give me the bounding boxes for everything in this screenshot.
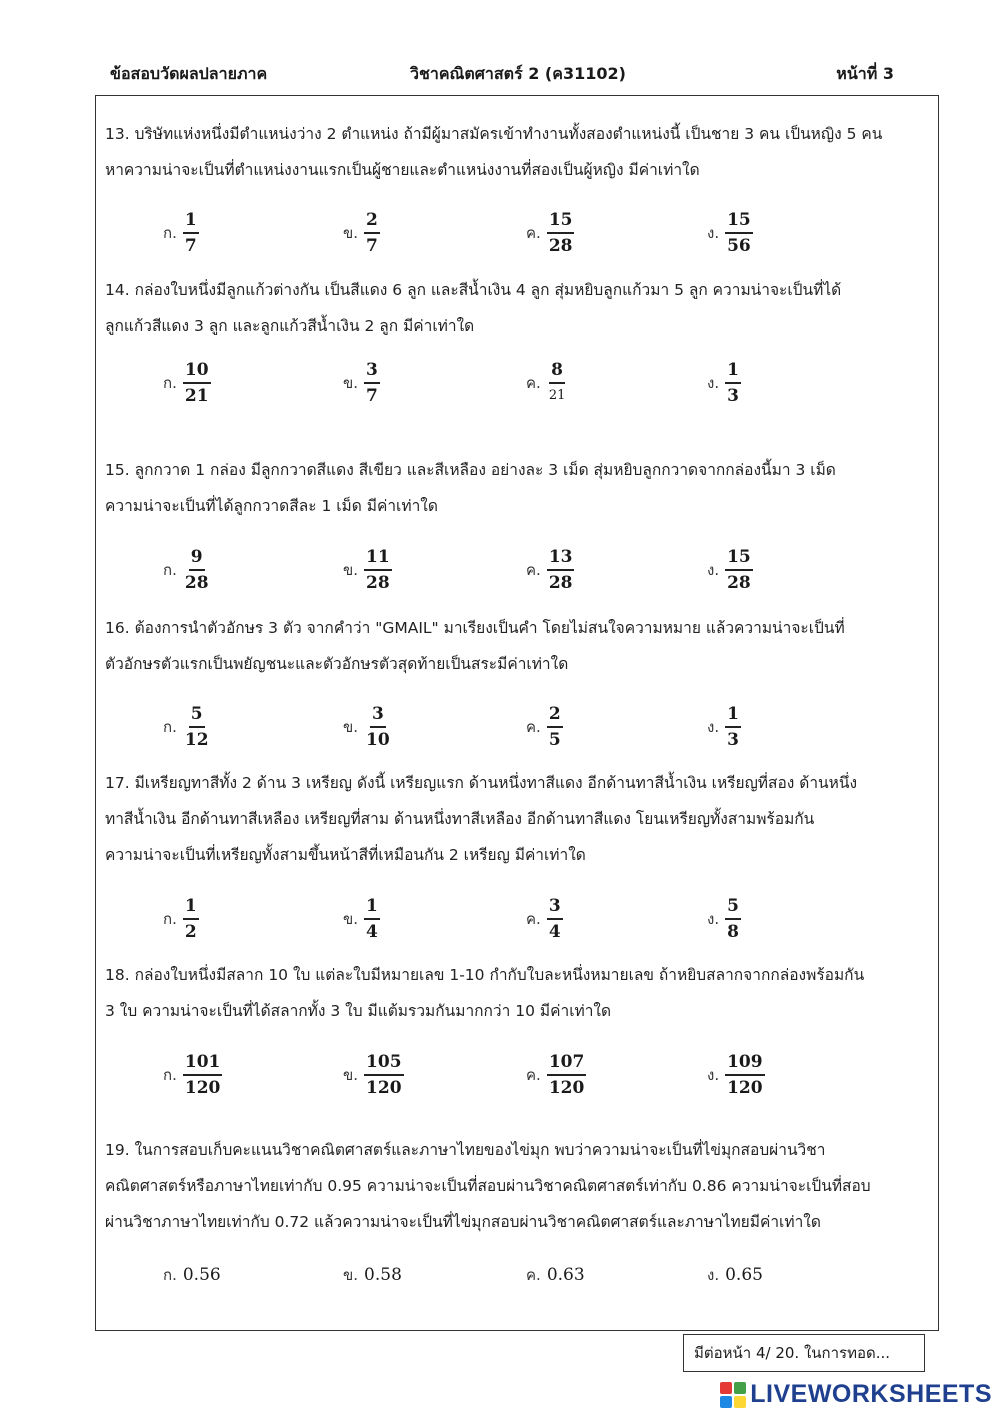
option-label: ค. xyxy=(526,224,541,242)
logo-square xyxy=(734,1396,746,1408)
numerator: 11 xyxy=(364,548,392,571)
denominator: 7 xyxy=(366,236,378,256)
logo-square xyxy=(734,1382,746,1394)
continue-note: มีต่อหน้า 4/ 20. ในการทอด... xyxy=(683,1334,925,1372)
denominator: 5 xyxy=(548,730,561,750)
question-line: 17. มีเหรียญทาสีทั้ง 2 ด้าน 3 เหรียญ ดังนี้ เหรียญแรก ด้านหนึ่งทาสีแดง อีกด้านทาสีน้ำเงิน เหรียญที่สอง ด้านหนึ่ง xyxy=(105,774,858,792)
numerator: 5 xyxy=(189,705,205,728)
option-d[interactable] xyxy=(707,697,741,757)
numerator: 1 xyxy=(725,705,741,728)
numerator: 1 xyxy=(183,211,199,234)
fraction xyxy=(364,1053,404,1097)
question-line: 18. กล่องใบหนึ่งมีสลาก 10 ใบ แต่ละใบมีหมายเลข 1-10 กำกับใบละหนึ่งหมายเลข ถ้าหยิบสลากจากกล่องพร้อมกัน xyxy=(105,966,865,984)
denominator: 4 xyxy=(366,922,378,942)
option-d[interactable] xyxy=(707,353,741,413)
fraction xyxy=(183,211,199,255)
denominator: 4 xyxy=(548,922,561,942)
denominator: 2 xyxy=(184,922,197,942)
fraction xyxy=(547,897,563,941)
option-label: ข. xyxy=(343,374,359,392)
option-label: ก. xyxy=(163,718,177,736)
numerator: 15 xyxy=(547,211,575,234)
option-c[interactable] xyxy=(526,1245,585,1305)
fraction xyxy=(725,897,741,941)
option-b[interactable] xyxy=(343,1245,402,1305)
denominator: 56 xyxy=(727,236,751,256)
option-label: ข. xyxy=(343,1266,359,1284)
fraction xyxy=(725,211,753,255)
question-line: ความน่าจะเป็นที่ได้ลูกกวาดสีละ 1 เม็ด มีค่าเท่าใด xyxy=(105,497,438,515)
option-d[interactable] xyxy=(707,1045,765,1105)
fraction xyxy=(364,897,380,941)
option-b[interactable] xyxy=(343,353,380,413)
denominator: 21 xyxy=(548,388,566,403)
denominator: 7 xyxy=(184,236,197,256)
denominator: 28 xyxy=(548,573,573,593)
denominator: 12 xyxy=(184,730,209,750)
fraction xyxy=(364,211,380,255)
numerator: 101 xyxy=(183,1053,223,1076)
denominator: 7 xyxy=(366,386,378,406)
option-label: ง. xyxy=(707,1266,720,1284)
option-a[interactable] xyxy=(163,540,211,600)
options-15 xyxy=(0,540,1000,600)
question-line: 19. ในการสอบเก็บคะแนนวิชาคณิตศาสตร์และภาษาไทยของไข่มุก พบว่าความน่าจะเป็นที่ไข่มุกสอบผ่านวิชา xyxy=(105,1141,826,1159)
denominator: 120 xyxy=(548,1078,585,1098)
question-14 xyxy=(105,272,930,344)
question-line: 3 ใบ ความน่าจะเป็นที่ได้สลากทั้ง 3 ใบ มีแต้มรวมกันมากกว่า 10 มีค่าเท่าใด xyxy=(105,1002,612,1020)
question-line: คณิตศาสตร์หรือภาษาไทยเท่ากับ 0.95 ความน่าจะเป็นที่สอบผ่านวิชาคณิตศาสตร์เท่ากับ 0.86 ความน่าจะเป็นที่สอบ xyxy=(105,1177,871,1195)
fraction xyxy=(364,705,392,749)
numerator: 15 xyxy=(725,548,753,571)
option-label: ข. xyxy=(343,561,359,579)
numerator: 1 xyxy=(725,361,741,384)
question-13 xyxy=(105,116,930,188)
option-c[interactable] xyxy=(526,353,567,413)
option-c[interactable] xyxy=(526,889,563,949)
denominator: 28 xyxy=(366,573,390,593)
denominator: 10 xyxy=(366,730,390,750)
option-b[interactable] xyxy=(343,540,392,600)
fraction xyxy=(547,1053,587,1097)
denominator: 8 xyxy=(727,922,739,942)
decimal-value: 0.65 xyxy=(725,1265,763,1285)
option-d[interactable] xyxy=(707,889,741,949)
option-label: ค. xyxy=(526,561,541,579)
denominator: 3 xyxy=(727,730,739,750)
question-line: ทาสีน้ำเงิน อีกด้านทาสีเหลือง เหรียญที่สาม ด้านหนึ่งทาสีเหลือง อีกด้านทาสีแดง โยนเหรียญทั้งสามพร้อมกัน xyxy=(105,810,815,828)
fraction xyxy=(547,705,563,749)
fraction xyxy=(725,548,753,592)
option-a[interactable] xyxy=(163,1045,222,1105)
option-label: ค. xyxy=(526,910,541,928)
options-19 xyxy=(0,1245,1000,1305)
question-18 xyxy=(105,957,930,1029)
option-label: ก. xyxy=(163,1266,177,1284)
fraction xyxy=(183,361,211,405)
header-exam-title: ข้อสอบวัดผลปลายภาค xyxy=(110,64,268,83)
denominator: 28 xyxy=(548,236,573,256)
option-a[interactable] xyxy=(163,889,199,949)
option-a[interactable] xyxy=(163,1245,221,1305)
option-label: ก. xyxy=(163,561,177,579)
denominator: 120 xyxy=(184,1078,221,1098)
decimal-value: 0.58 xyxy=(364,1265,402,1285)
option-d[interactable] xyxy=(707,203,753,263)
question-16 xyxy=(105,610,930,682)
numerator: 8 xyxy=(549,361,565,384)
option-label: ค. xyxy=(526,718,541,736)
question-line: 15. ลูกกวาด 1 กล่อง มีลูกกวาดสีแดง สีเขียว และสีเหลือง อย่างละ 3 เม็ด สุ่มหยิบลูกกวาดจากกล่องนี้มา 3 เม็ด xyxy=(105,461,836,479)
option-a[interactable] xyxy=(163,353,211,413)
fraction xyxy=(183,705,211,749)
option-d[interactable] xyxy=(707,1245,763,1305)
fraction xyxy=(364,548,392,592)
numerator: 3 xyxy=(370,705,386,728)
option-b[interactable] xyxy=(343,1045,404,1105)
numerator: 5 xyxy=(725,897,741,920)
numerator: 109 xyxy=(725,1053,765,1076)
option-label: ก. xyxy=(163,1066,177,1084)
option-label: ข. xyxy=(343,224,359,242)
option-label: ค. xyxy=(526,1266,541,1284)
question-19 xyxy=(105,1132,930,1240)
denominator: 120 xyxy=(366,1078,402,1098)
option-label: ก. xyxy=(163,224,177,242)
option-label: ง. xyxy=(707,224,720,242)
fraction xyxy=(183,1053,223,1097)
fraction xyxy=(547,361,568,405)
option-label: ง. xyxy=(707,374,720,392)
numerator: 10 xyxy=(183,361,211,384)
option-label: ข. xyxy=(343,1066,359,1084)
logo-grid-icon xyxy=(720,1382,746,1408)
question-line: ตัวอักษรตัวแรกเป็นพยัญชนะและตัวอักษรตัวสุดท้ายเป็นสระมีค่าเท่าใด xyxy=(105,655,569,673)
option-label: ค. xyxy=(526,374,541,392)
decimal-value: 0.56 xyxy=(182,1265,221,1285)
options-17 xyxy=(0,889,1000,949)
question-line: 14. กล่องใบหนึ่งมีลูกแก้วต่างกัน เป็นสีแดง 6 ลูก และสีน้ำเงิน 4 ลูก สุ่มหยิบลูกแก้วมา 5 ลูก ความน่าจะเป็นที่ได้ xyxy=(105,281,842,299)
fraction xyxy=(183,548,211,592)
option-label: ข. xyxy=(343,718,359,736)
option-label: ก. xyxy=(163,910,177,928)
denominator: 21 xyxy=(184,386,209,406)
options-14 xyxy=(0,353,1000,413)
brand-name: LIVEWORKSHEETS xyxy=(750,1380,992,1408)
numerator: 105 xyxy=(364,1053,404,1076)
question-line: ผ่านวิชาภาษาไทยเท่ากับ 0.72 แล้วความน่าจะเป็นที่ไข่มุกสอบผ่านวิชาคณิตศาสตร์และภาษาไทยมีค่าเท่าใด xyxy=(105,1213,821,1231)
option-b[interactable] xyxy=(343,889,380,949)
numerator: 2 xyxy=(547,705,563,728)
option-c[interactable] xyxy=(526,203,574,263)
question-line: หาความน่าจะเป็นที่ตำแหน่งงานแรกเป็นผู้ชายและตำแหน่งงานที่สองเป็นผู้หญิง มีค่าเท่าใด xyxy=(105,161,700,179)
denominator: 120 xyxy=(727,1078,763,1098)
options-13 xyxy=(0,203,1000,263)
option-label: ข. xyxy=(343,910,359,928)
option-a[interactable] xyxy=(163,697,211,757)
option-label: ก. xyxy=(163,374,177,392)
header-page-number: หน้าที่ 3 xyxy=(836,64,894,83)
logo-square xyxy=(720,1396,732,1408)
numerator: 3 xyxy=(547,897,563,920)
option-d[interactable] xyxy=(707,540,753,600)
option-c[interactable] xyxy=(526,1045,586,1105)
question-17 xyxy=(105,765,930,873)
numerator: 1 xyxy=(183,897,199,920)
numerator: 15 xyxy=(725,211,753,234)
denominator: 3 xyxy=(727,386,739,406)
denominator: 28 xyxy=(727,573,751,593)
fraction xyxy=(725,361,741,405)
liveworksheets-logo xyxy=(720,1380,992,1409)
numerator: 3 xyxy=(364,361,380,384)
option-c[interactable] xyxy=(526,697,563,757)
numerator: 2 xyxy=(364,211,380,234)
fraction xyxy=(547,211,575,255)
header-subject: วิชาคณิตศาสตร์ 2 (ค31102) xyxy=(410,64,626,83)
option-b[interactable] xyxy=(343,697,392,757)
numerator: 13 xyxy=(547,548,575,571)
question-line: ความน่าจะเป็นที่เหรียญทั้งสามขึ้นหน้าสีที่เหมือนกัน 2 เหรียญ มีค่าเท่าใด xyxy=(105,846,586,864)
option-label: ง. xyxy=(707,910,720,928)
fraction xyxy=(547,548,575,592)
option-label: ง. xyxy=(707,561,720,579)
question-15 xyxy=(105,452,930,524)
numerator: 9 xyxy=(189,548,205,571)
fraction xyxy=(725,1053,765,1097)
fraction xyxy=(364,361,380,405)
option-a[interactable] xyxy=(163,203,199,263)
numerator: 107 xyxy=(547,1053,587,1076)
question-line: 16. ต้องการนำตัวอักษร 3 ตัว จากคำว่า "GMAIL" มาเรียงเป็นคำ โดยไม่สนใจความหมาย แล้วความน่าจะเป็นที่ xyxy=(105,619,845,637)
denominator: 28 xyxy=(184,573,209,593)
option-b[interactable] xyxy=(343,203,380,263)
question-line: ลูกแก้วสีแดง 3 ลูก และลูกแก้วสีน้ำเงิน 2 ลูก มีค่าเท่าใด xyxy=(105,317,475,335)
option-label: ง. xyxy=(707,1066,720,1084)
question-line: 13. บริษัทแห่งหนึ่งมีตำแหน่งว่าง 2 ตำแหน่ง ถ้ามีผู้มาสมัครเข้าทำงานทั้งสองตำแหน่งนี้ เป็นชาย 3 คน เป็นหญิง 5 คน xyxy=(105,125,883,143)
options-18 xyxy=(0,1045,1000,1105)
numerator: 1 xyxy=(364,897,380,920)
decimal-value: 0.63 xyxy=(546,1265,585,1285)
option-label: ค. xyxy=(526,1066,541,1084)
fraction xyxy=(183,897,199,941)
option-label: ง. xyxy=(707,718,720,736)
fraction xyxy=(725,705,741,749)
options-16 xyxy=(0,697,1000,757)
logo-square xyxy=(720,1382,732,1394)
option-c[interactable] xyxy=(526,540,574,600)
